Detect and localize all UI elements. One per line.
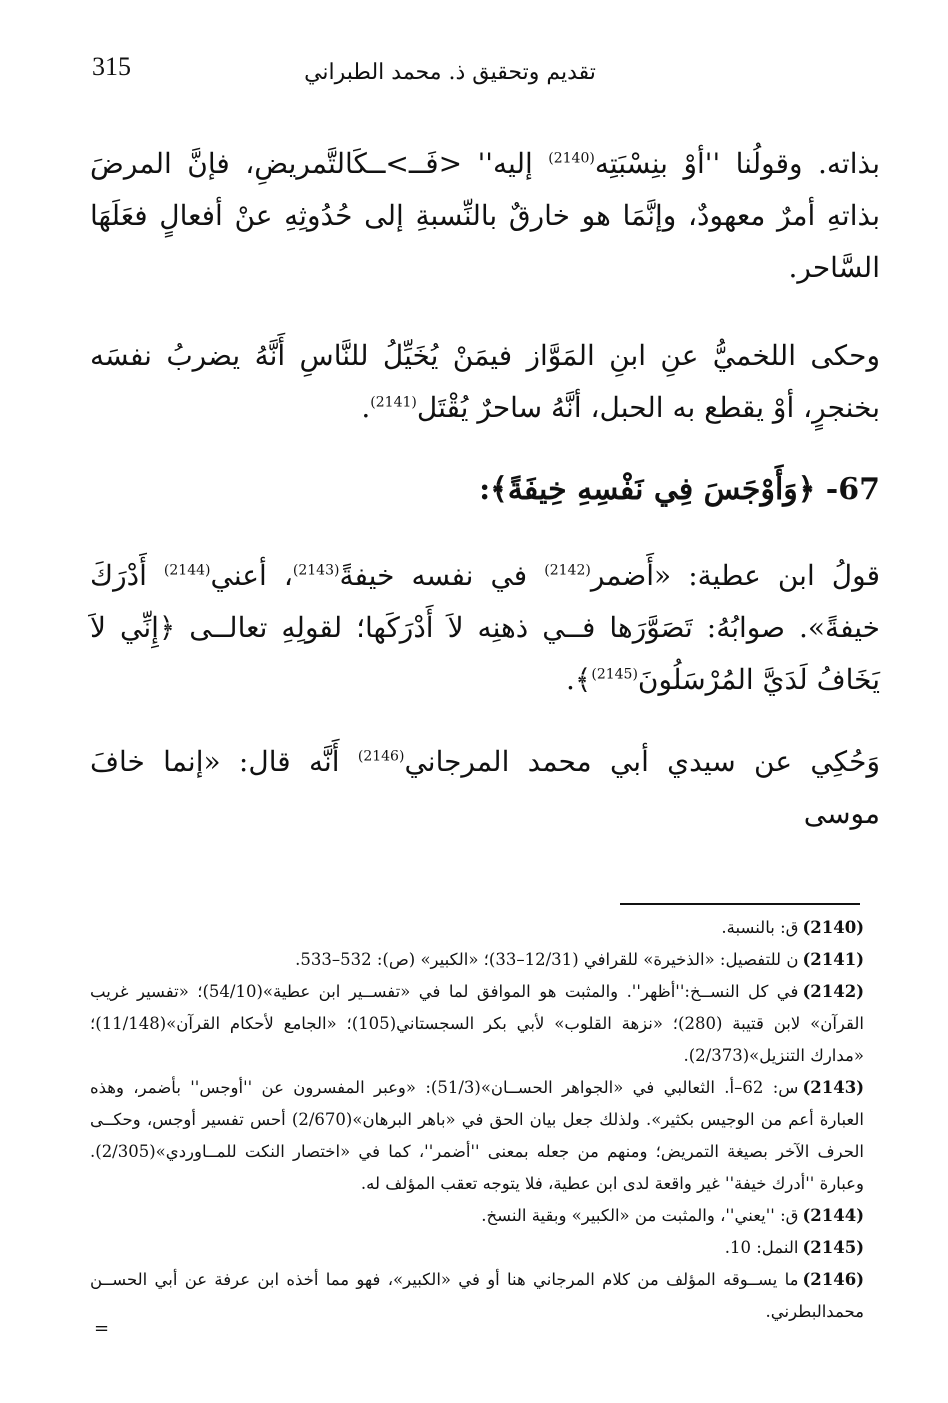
footnote-text: ق: بالنسبة. <box>721 918 799 937</box>
page-number: 315 <box>92 52 131 81</box>
footnote-ref[interactable]: (2145) <box>591 666 638 683</box>
footnote <box>90 1072 864 1200</box>
text-segment: أَنَّه قال: «إنما خافَ موسى <box>90 745 880 830</box>
section-heading: 67- ﴿وَأَوْجَسَ فِي نَفْسِهِ خِيفَةً﴾: <box>479 472 880 507</box>
footnote-number: (2144) <box>802 1206 864 1225</box>
footnote-divider <box>620 903 860 905</box>
footnote-text: في كل النســخ:''أظهر''. والمثبت هو الموافق لما في «تفســير ابن عطية»(54/10)؛ «تفسير غريب القرآن» لابن قتيبة (280)؛ «نزهة القلوب» لأبي بكر السجستاني(105)؛ «الجامع لأحكام القرآن»(11/148)؛ «مدارك التنزيل»(2/373). <box>90 982 864 1065</box>
footnote-number: (2146) <box>802 1270 864 1289</box>
footnotes <box>90 912 864 1328</box>
text-segment: بذاته. وقولُنا ''أوْ بنِسْبَتِه <box>594 147 880 180</box>
footnote <box>90 976 864 1072</box>
footnote-ref[interactable]: (2143) <box>292 562 340 579</box>
footnote <box>90 912 864 944</box>
footnote-number: (2142) <box>802 982 864 1001</box>
footnote-text: ق: ''يعني''، والمثبت من «الكبير» وبقية النسخ. <box>481 1206 799 1225</box>
text-segment: إليه'' <فَــ>ــكَالتَّمريضِ، فإنَّ المرضَ بذاتهِ أمرٌ معهودٌ، وإنَّمَا هو خارقٌ بالنِّسبةِ إلى حُدُوثِهِ عنْ أفعالٍ فعَلَهَا السَّاحر. <box>90 147 880 284</box>
footnote <box>90 944 864 976</box>
text-segment: ، أعني <box>210 559 293 592</box>
running-head: تقديم وتحقيق ذ. محمد الطبراني <box>304 60 596 85</box>
paragraph-2 <box>90 330 880 434</box>
paragraph-1 <box>90 138 880 294</box>
footnote-ref[interactable]: (2144) <box>163 562 211 579</box>
footnote-ref[interactable]: (2140) <box>548 150 595 167</box>
text-segment: في نفسه خيفةً <box>339 559 545 592</box>
footnote-number: (2140) <box>802 918 864 937</box>
text-segment: قولُ ابن عطية: «أَضمر <box>590 559 880 592</box>
footnote-ref[interactable]: (2141) <box>370 394 417 411</box>
footnote-text: ن للتفصيل: «الذخيرة» للقرافي (12/31–33)؛ «الكبير» (ص): 532–533. <box>295 950 799 969</box>
footnote-text: س: 62–أ. الثعالبي في «الجواهر الحســان»(51/3): «وعبر المفسرون عن ''أوجس'' بأضمر، وهذه العبارة أعم من الوجيس بكثير». ولذلك جعل بيان الحق في «باهر البرهان»(2/670) أحس تفسير أوجس، وحكــى الحرف الآخر بصيغة التمريض؛ ومنهم من جعله بمعنى ''أضمر''، كما في «اختصار النكت للمــاوردي»(2/305). وعبارة ''أدرك خيفة'' غير واقعة لدى ابن عطية، فلا يتوجه تعقب المؤلف له. <box>90 1078 865 1193</box>
text-segment: وَحُكِي عن سيدي أبي محمد المرجاني <box>404 745 881 778</box>
text-segment: . <box>361 391 371 424</box>
footnote <box>90 1200 864 1232</box>
footnote-number: (2141) <box>802 950 864 969</box>
paragraph-4 <box>90 736 880 840</box>
footnote-number: (2145) <box>802 1238 864 1257</box>
main-text <box>90 138 880 870</box>
text-segment: أَدْرَكَ خيفةً». صوابُهُ: تَصَوَّرَها فــي ذهنِه لاَ أَدْرَكَها؛ لقولِهِ تعالــى ﴿إِنِّي لاَ يَخَافُ لَدَيَّ المُرْسَلُونَ <box>90 559 880 696</box>
footnote-number: (2143) <box>802 1078 864 1097</box>
footnote-ref[interactable]: (2146) <box>357 748 405 765</box>
text-segment: وحكى اللخميُّ عنِ ابنِ المَوَّاز فيمَنْ يُخَيِّلُ للنَّاسِ أَنَّهُ يضربُ نفسَه بخنجرٍ، أوْ يقطع به الحبل، أنَّهُ ساحرٌ يُقْتَل <box>90 339 880 424</box>
paragraph-3 <box>90 550 880 706</box>
text-segment: ﴾. <box>566 663 592 696</box>
footnote <box>90 1232 864 1264</box>
footnote <box>90 1264 864 1328</box>
page-mark: = <box>94 1318 110 1339</box>
footnote-text: النمل: 10. <box>724 1238 799 1257</box>
footnote-text: ما يســوقه المؤلف من كلام المرجاني هنا أو في «الكبير»، فهو مما أخذه ابن عرفة عن أبي الحســن محمدالبطرني. <box>90 1270 864 1321</box>
footnote-ref[interactable]: (2142) <box>544 562 591 579</box>
